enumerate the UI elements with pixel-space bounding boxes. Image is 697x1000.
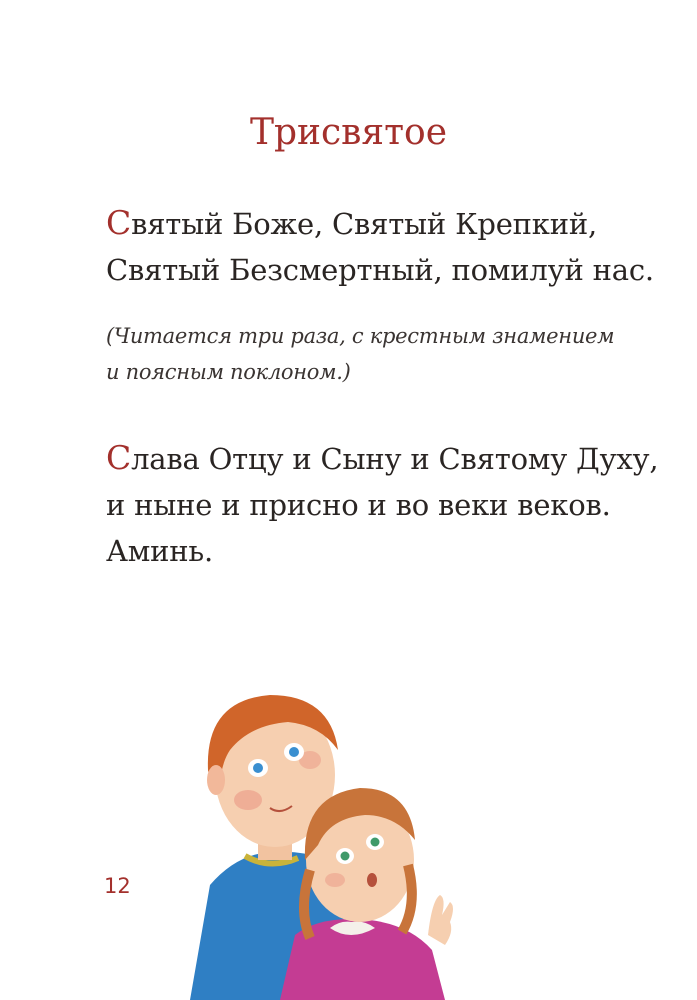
- prayer-line: и ныне и присно и во веки веков.: [106, 488, 611, 522]
- note-line: и поясным поклоном.): [106, 360, 351, 384]
- prayer-text: лава Отцу и Сыну и Святому Духу,: [131, 442, 659, 476]
- trisagion-prayer: [106, 200, 666, 293]
- drop-initial: С: [106, 438, 132, 477]
- note-line: (Читается три раза, с крестным знамением: [106, 324, 615, 348]
- prayer-line: [106, 200, 666, 247]
- drop-initial: С: [106, 203, 132, 242]
- rubric-note: [106, 318, 666, 390]
- prayer-line: Святый Безсмертный, помилуй нас.: [106, 253, 654, 287]
- page-title: Трисвятое: [249, 112, 448, 153]
- prayer-line: [106, 435, 666, 482]
- prayer-line: Аминь.: [106, 534, 213, 568]
- glory-prayer: [106, 435, 666, 574]
- prayer-text: вятый Боже, Святый Крепкий,: [131, 207, 597, 241]
- children-illustration: [170, 670, 500, 1000]
- page-number: 12: [104, 874, 131, 898]
